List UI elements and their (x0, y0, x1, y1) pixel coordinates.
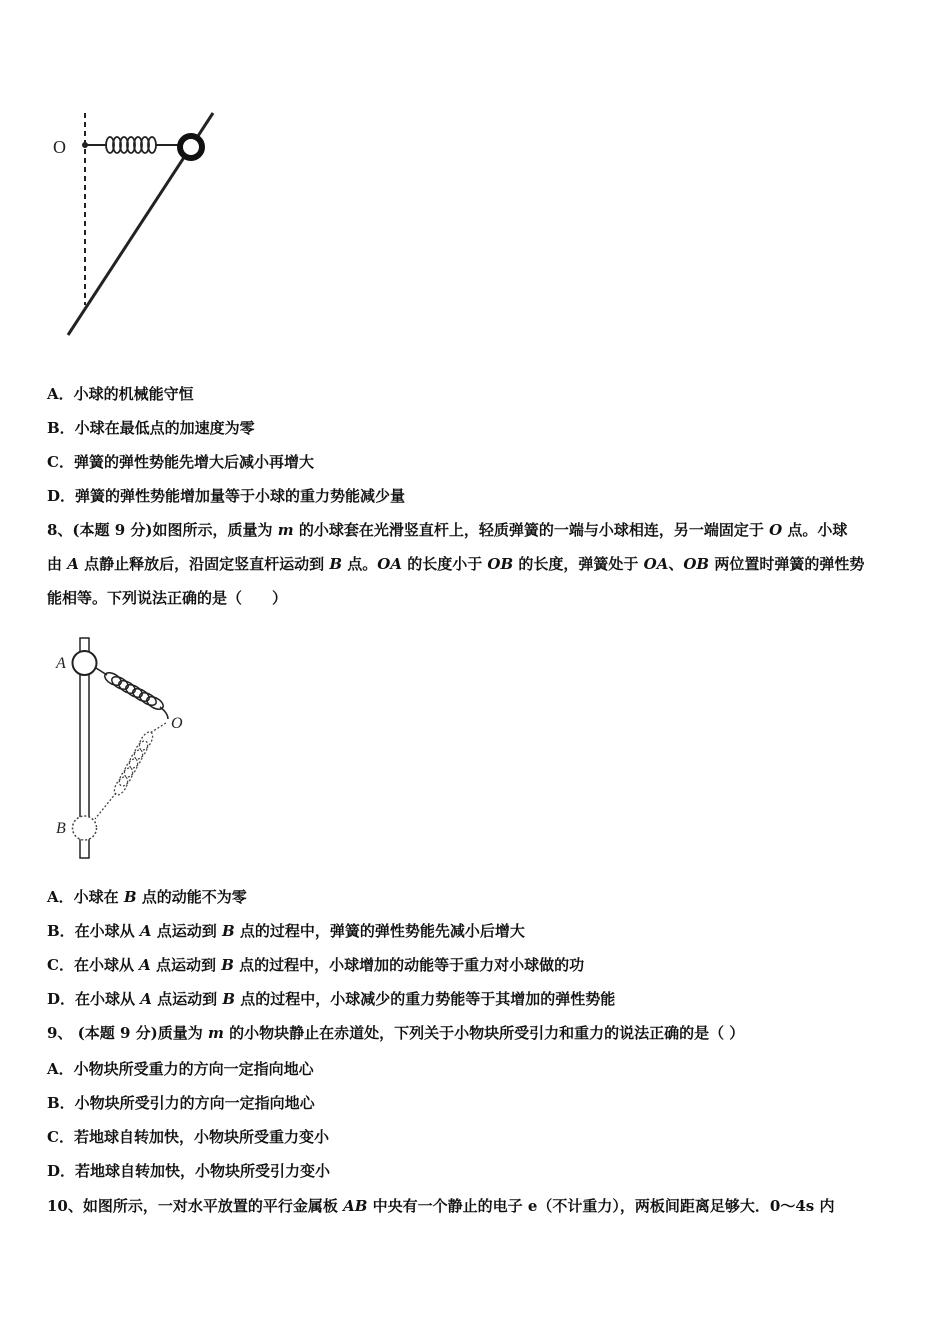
dashed-spring-o-to-b (95, 723, 166, 819)
point-o-label: O (53, 137, 66, 157)
q8-option-c: C．在小球从 A 点运动到 B 点的过程中，小球增加的动能等于重力对小球做的功 (47, 956, 585, 974)
ball-b (73, 816, 97, 840)
q8-option-b: B．在小球从 A 点运动到 B 点的过程中，弹簧的弹性势能先减小后增大 (47, 922, 525, 940)
q7-option-d: D．弹簧的弹性势能增加量等于小球的重力势能减少量 (47, 487, 406, 505)
point-b-label: B (56, 820, 66, 837)
ball-a (73, 651, 97, 675)
q8-stem-line-3: 能相等。下列说法正确的是（ ） (47, 589, 288, 607)
q8-option-a: A．小球在 B 点的动能不为零 (47, 888, 247, 906)
spring-a-to-o (103, 670, 166, 712)
ball (180, 136, 202, 158)
q9-option-d: D．若地球自转加快，小物块所受引力变小 (47, 1162, 331, 1180)
q9-option-b: B．小物块所受引力的方向一定指向地心 (47, 1094, 315, 1112)
q9-option-c: C．若地球自转加快，小物块所受重力变小 (47, 1128, 329, 1146)
q10-stem: 10、如图所示，一对水平放置的平行金属板 AB 中央有一个静止的电子 e（不计重力），两板间距离足够大．0～4s 内 (47, 1197, 835, 1215)
figure-spring-incline (50, 105, 230, 345)
point-a-label: A (56, 655, 66, 672)
q9-stem: 9、 (本题 9 分)质量为 m 的小物块静止在赤道处，下列关于小物块所受引力和重力的说法正确的是（ ） (47, 1024, 745, 1042)
q8-option-d: D．在小球从 A 点运动到 B 点的过程中，小球减少的重力势能等于其增加的弹性势能 (47, 990, 616, 1008)
q7-option-c: C．弹簧的弹性势能先增大后减小再增大 (47, 453, 314, 471)
q7-option-b: B．小球在最低点的加速度为零 (47, 419, 255, 437)
point-o-label: O (171, 715, 183, 732)
q8-stem-line-1: 8、(本题 9 分)如图所示，质量为 m 的小球套在光滑竖直杆上，轻质弹簧的一端与小球相连，另一端固定于 O 点。小球 (47, 521, 848, 539)
q8-stem-line-2: 由 A 点静止释放后，沿固定竖直杆运动到 B 点。OA 的长度小于 OB 的长度，弹簧处于 OA、OB 两位置时弹簧的弹性势 (47, 555, 865, 573)
q7-option-a: A．小球的机械能守恒 (47, 385, 194, 403)
q9-option-a: A．小物块所受重力的方向一定指向地心 (47, 1060, 314, 1078)
spring-coil (106, 137, 156, 153)
figure-vertical-rod (50, 633, 200, 863)
q8-stem (47, 513, 905, 615)
